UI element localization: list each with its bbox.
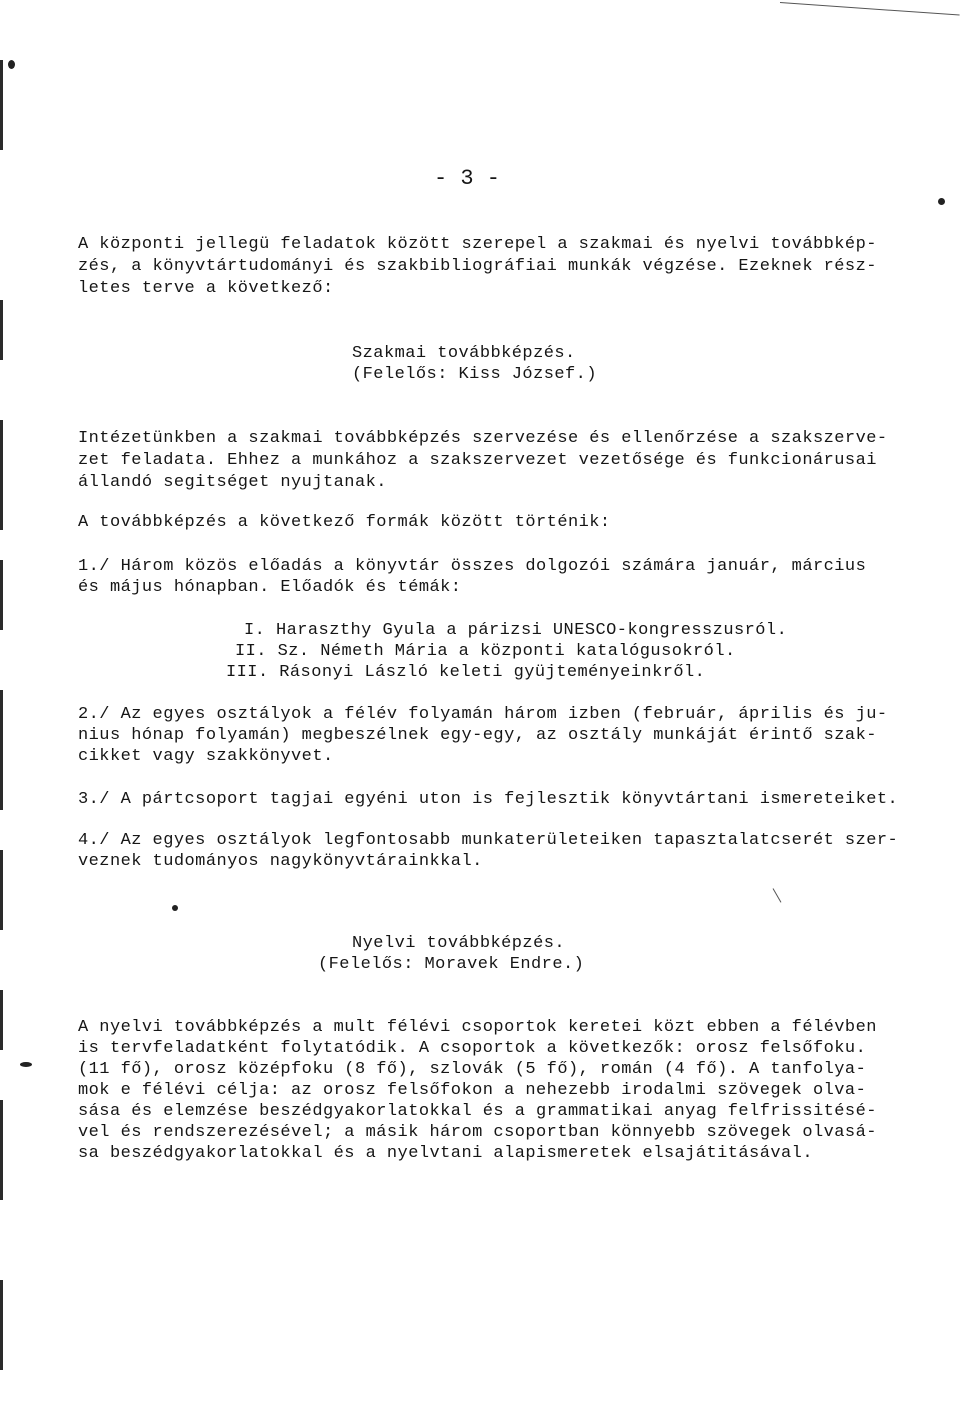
paragraph-line: mok e félévi célja: az orosz felsőfokon a nehezebb irodalmi szövegek olva- [78,1081,867,1100]
scan-edge-mark [0,1280,3,1370]
list-item-line: 1./ Három közös előadás a könyvtár összes dolgozói számára január, március [78,557,867,576]
section-responsible: (Felelős: Kiss József.) [352,365,597,384]
paragraph-line: A továbbképzés a következő formák között történik: [78,513,611,532]
scan-edge-mark [0,850,3,930]
paragraph-line: zet feladata. Ehhez a munkához a szakszervezet vezetősége és funkcionárusai [78,451,877,470]
scan-edge-mark [0,300,3,360]
scan-edge-mark [0,60,3,150]
intro-line: zés, a könyvtártudományi és szakbibliográfiai munkák végzése. Ezeknek rész- [78,257,877,276]
lecture-item: I. Haraszthy Gyula a párizsi UNESCO-kongresszusról. [244,621,788,640]
scan-speck [20,1062,32,1067]
section-heading: Szakmai továbbképzés. [352,344,576,363]
scan-speck [172,905,178,911]
scan-edge-mark [0,990,3,1050]
intro-line: letes terve a következő: [78,279,334,298]
page-number: - 3 - [434,166,501,191]
scan-speck [938,198,945,205]
paragraph-line: állandó segitséget nyujtanak. [78,473,387,492]
scan-edge-mark [0,420,3,530]
list-item-line: veznek tudományos nagykönyvtárainkkal. [78,852,483,871]
paragraph-line: Intézetünkben a szakmai továbbképzés szervezése és ellenőrzése a szakszerve- [78,429,888,448]
intro-line: A központi jellegü feladatok között szerepel a szakmai és nyelvi továbbkép- [78,235,877,254]
list-item-line: és május hónapban. Előadók és témák: [78,578,462,597]
scan-edge-mark [0,560,3,630]
list-item-line: 2./ Az egyes osztályok a félév folyamán három izben (február, április és ju- [78,705,888,724]
scan-speck [8,60,15,69]
list-item-line: nius hónap folyamán) megbeszélnek egy-egy, az osztály munkáját érintő szak- [78,726,877,745]
paragraph-line: is tervfeladatként folytatódik. A csoportok a következők: orosz felsőfoku. [78,1039,867,1058]
section-heading: Nyelvi továbbképzés. [352,934,566,953]
scan-edge-mark [0,1100,3,1200]
lecture-item: III. Rásonyi László keleti gyüjteményeinkről. [226,663,706,682]
section-responsible: (Felelős: Moravek Endre.) [318,955,585,974]
list-item-line: 4./ Az egyes osztályok legfontosabb munkaterületeiken tapasztalatcserét szer- [78,831,899,850]
scan-stray-mark [773,888,782,902]
paragraph-line: (11 fő), orosz középfoku (8 fő), szlovák (5 fő), román (4 fő). A tanfolya- [78,1060,867,1079]
paragraph-line: sa beszédgyakorlatokkal és a nyelvtani alapismeretek elsajátitásával. [78,1144,813,1163]
lecture-item: II. Sz. Németh Mária a központi katalógusokról. [235,642,736,661]
list-item-line: cikket vagy szakkönyvet. [78,747,334,766]
paragraph-line: sása és elemzése beszédgyakorlatokkal és a grammatikai anyag felfrissitésé- [78,1102,877,1121]
scan-corner-line [780,2,960,16]
scan-edge-mark [0,690,3,810]
paragraph-line: vel és rendszerezésével; a másik három csoportban könnyebb szövegek olvasá- [78,1123,877,1142]
list-item-line: 3./ A pártcsoport tagjai egyéni uton is fejlesztik könyvtártani ismereteiket. [78,790,899,809]
paragraph-line: A nyelvi továbbképzés a mult félévi csoportok keretei közt ebben a félévben [78,1018,877,1037]
